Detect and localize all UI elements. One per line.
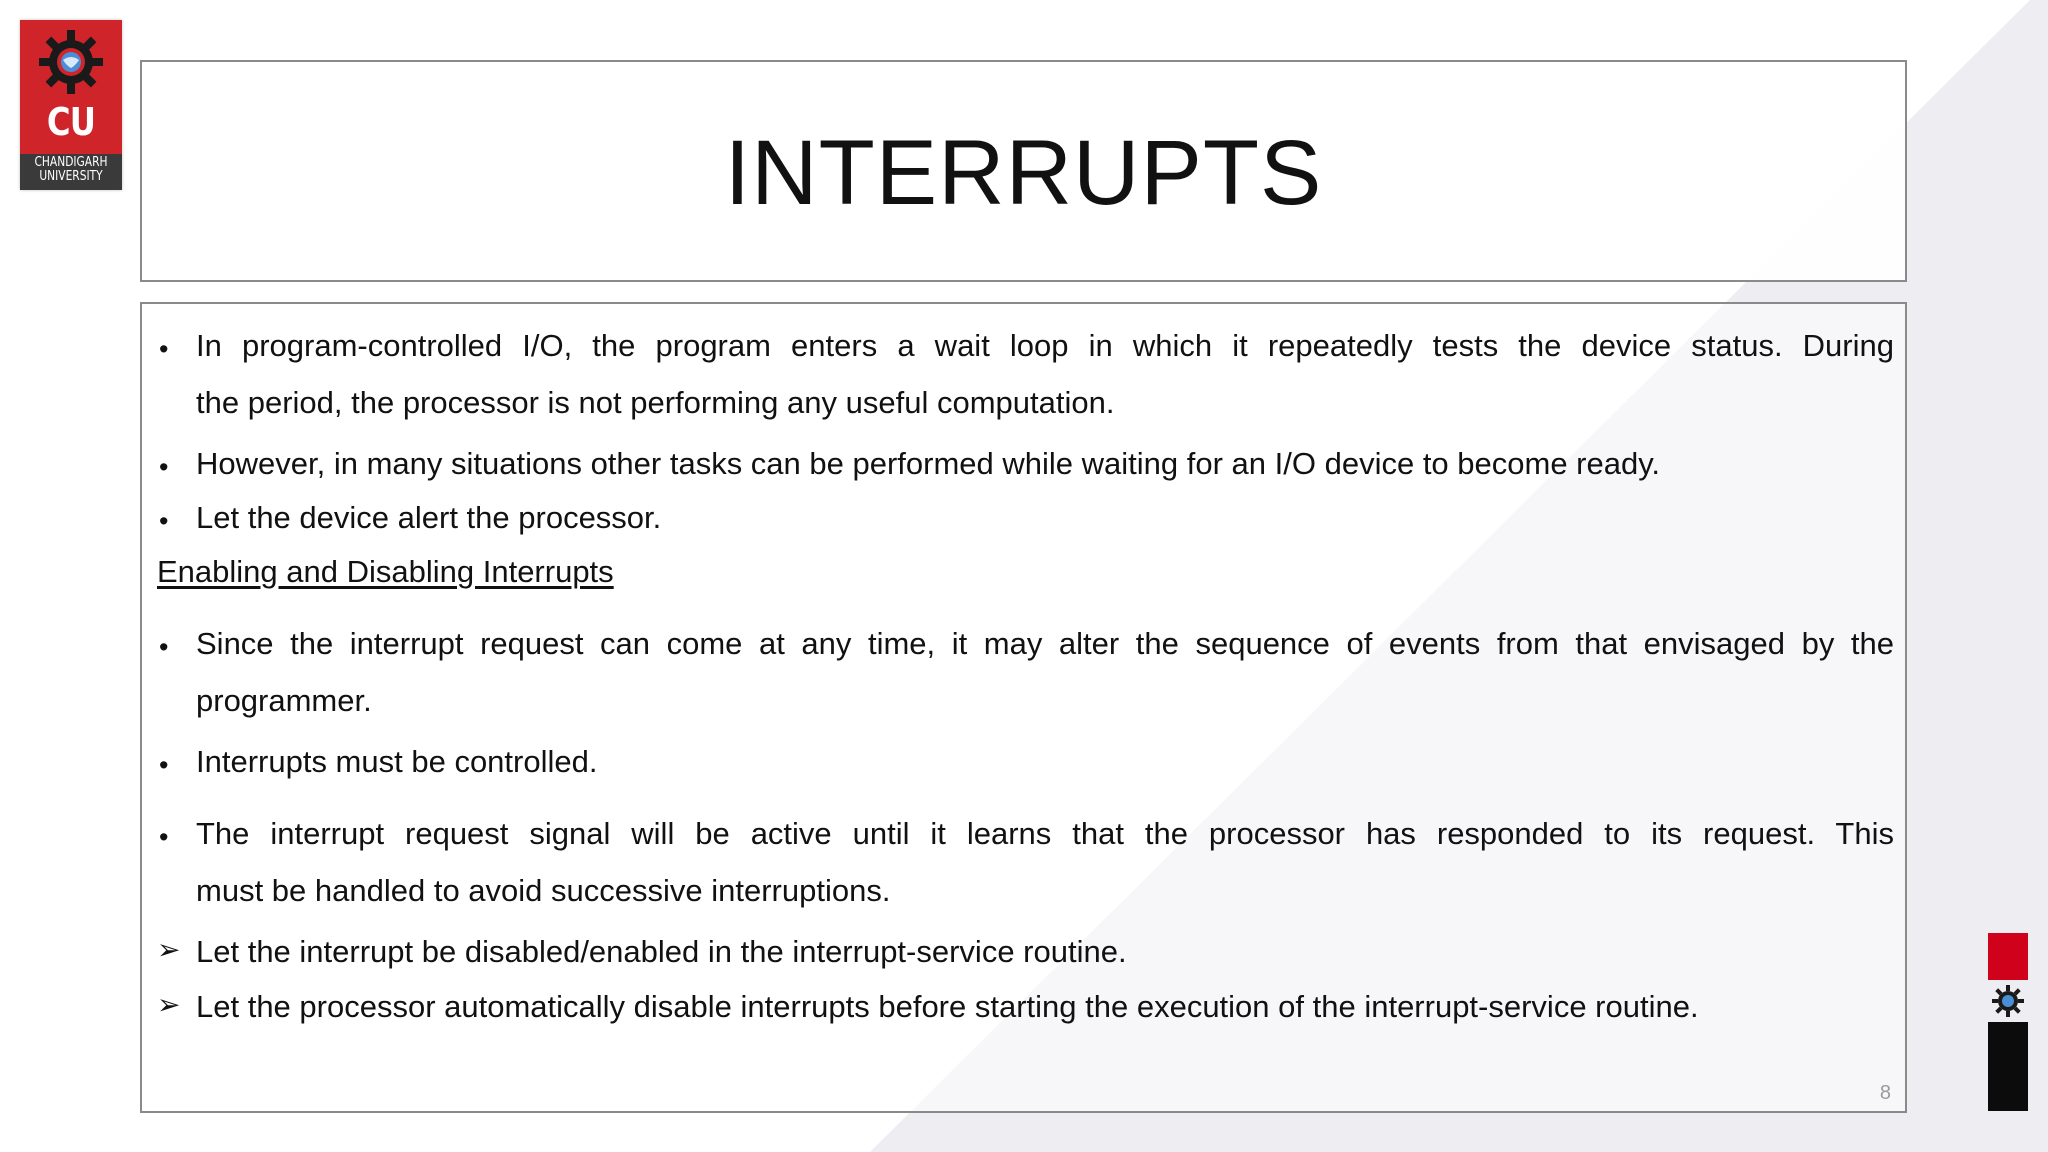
cog-wheel-globe-emblem-icon <box>37 28 105 96</box>
bullet-dot: • <box>159 506 169 536</box>
logo-name-line1: CHANDIGARH <box>34 155 108 170</box>
gear-icon <box>1991 984 2025 1018</box>
bullet-text-2: However, in many situations other tasks can be performed while waiting for an I/O device to become ready. <box>196 446 1661 481</box>
logo-name-band <box>20 154 122 190</box>
arrow-point-2: Let the processor automatically disable interrupts before starting the execution of the interrupt-service routine. <box>196 989 1699 1024</box>
logo-abbreviation: CU <box>46 100 96 144</box>
bullet-dot: • <box>159 750 169 780</box>
bullet-dot: • <box>159 822 169 852</box>
page-number: 8 <box>1879 1082 1891 1104</box>
side-red-block <box>1988 933 2028 980</box>
bullet-text-1-line1: In program-controlled I/O, the program enters a wait loop in which it repeatedly tests the device status. During <box>196 328 1894 363</box>
university-logo <box>20 20 122 190</box>
slide-title: INTERRUPTS <box>724 121 1323 224</box>
bullet-dot: • <box>159 632 169 662</box>
title-box <box>140 60 1907 282</box>
arrow-bullet-icon: ➢ <box>157 988 181 1021</box>
bullet-dot: • <box>159 334 169 364</box>
bullet-text-4-line2: programmer. <box>196 683 372 718</box>
logo-name-line2: UNIVERSITY <box>39 169 103 184</box>
bullet-text-6-line1: The interrupt request signal will be active until it learns that the processor has responded to its request. This <box>196 816 1894 851</box>
section-heading: Enabling and Disabling Interrupts <box>157 554 614 589</box>
bullet-text-4-line1: Since the interrupt request can come at any time, it may alter the sequence of events from that envisaged by the <box>196 626 1894 661</box>
bullet-text-1-line2: the period, the processor is not performing any useful computation. <box>196 385 1115 420</box>
bullet-dot: • <box>159 452 169 482</box>
side-black-block <box>1988 1022 2028 1111</box>
bullet-text-6-line2: must be handled to avoid successive interruptions. <box>196 873 891 908</box>
arrow-bullet-icon: ➢ <box>157 933 181 966</box>
content-box <box>140 302 1907 1113</box>
bullet-text-5: Interrupts must be controlled. <box>196 744 598 779</box>
arrow-point-1: Let the interrupt be disabled/enabled in the interrupt-service routine. <box>196 934 1127 969</box>
bullet-text-3: Let the device alert the processor. <box>196 500 662 535</box>
